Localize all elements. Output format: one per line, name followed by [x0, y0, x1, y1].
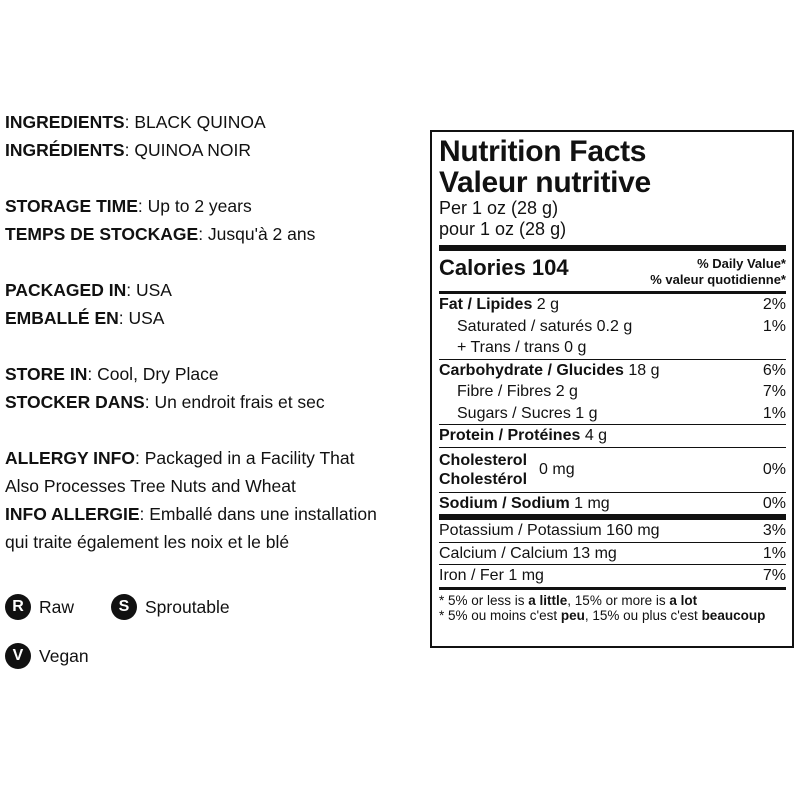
nutrition-facts-panel: [430, 130, 794, 648]
raw-icon: R: [5, 594, 31, 620]
vegan-badge: V Vegan: [5, 641, 89, 671]
store-in-line: STORE IN: Cool, Dry Place: [5, 364, 219, 384]
store-in-fr-line: STOCKER DANS: Un endroit frais et sec: [5, 392, 325, 412]
serving-size-en: Per 1 oz (28 g): [439, 198, 559, 218]
raw-badge: R Raw: [5, 592, 74, 622]
sproutable-badge: S Sproutable: [111, 592, 230, 622]
nutrition-title-fr: Valeur nutritive: [439, 166, 651, 199]
daily-value-header: % Daily Value* % valeur quotidienne*: [650, 256, 786, 287]
calories-row: [439, 251, 786, 291]
packaged-in-fr-line: EMBALLÉ EN: USA: [5, 308, 165, 328]
potassium-row: Potassium / Potassium 160 mg 3%: [439, 522, 786, 539]
allergy-info-line: ALLERGY INFO: Packaged in a Facility That: [5, 448, 355, 468]
sproutable-icon: S: [111, 594, 137, 620]
product-info: [5, 108, 425, 556]
vegan-icon: V: [5, 643, 31, 669]
footnote-fr: * 5% ou moins c'est peu, 15% ou plus c'est beaucoup: [439, 607, 766, 623]
serving-size-fr: pour 1 oz (28 g): [439, 219, 567, 239]
fibre-row: Fibre / Fibres 2 g 7%: [457, 383, 786, 400]
allergy-info-fr-cont: qui traite également les noix et le blé: [5, 532, 290, 552]
footnote: [439, 590, 786, 623]
iron-row: Iron / Fer 1 mg 7%: [439, 567, 786, 584]
protein-row: Protein / Protéines 4 g: [439, 427, 608, 444]
allergy-info-cont: Also Processes Tree Nuts and Wheat: [5, 476, 296, 496]
fat-row: Fat / Lipides 2 g 2%: [439, 296, 786, 313]
storage-time-fr-line: TEMPS DE STOCKAGE: Jusqu'à 2 ans: [5, 224, 316, 244]
allergy-info-fr-line: INFO ALLERGIE: Emballé dans une installation: [5, 504, 377, 524]
cholesterol-row: Cholesterol Cholestérol 0 mg 0%: [439, 451, 786, 488]
sugars-row: Sugars / Sucres 1 g 1%: [457, 404, 786, 422]
ingredients-fr-line: INGRÉDIENTS: QUINOA NOIR: [5, 140, 252, 160]
nutrition-title-en: Nutrition Facts: [439, 135, 647, 168]
sodium-row: Sodium / Sodium 1 mg 0%: [439, 494, 786, 512]
trans-row: + Trans / trans 0 g: [457, 339, 587, 356]
storage-time-line: STORAGE TIME: Up to 2 years: [5, 196, 252, 216]
calcium-row: Calcium / Calcium 13 mg 1%: [439, 544, 786, 562]
packaged-in-line: PACKAGED IN: USA: [5, 280, 172, 300]
ingredients-line: INGREDIENTS: BLACK QUINOA: [5, 112, 266, 132]
saturated-row: Saturated / saturés 0.2 g 1%: [457, 317, 786, 335]
carbohydrate-row: Carbohydrate / Glucides 18 g 6%: [439, 361, 786, 379]
calories-label: Calories 104: [439, 255, 569, 280]
footnote-en: * 5% or less is a little, 15% or more is a lot: [439, 592, 698, 608]
